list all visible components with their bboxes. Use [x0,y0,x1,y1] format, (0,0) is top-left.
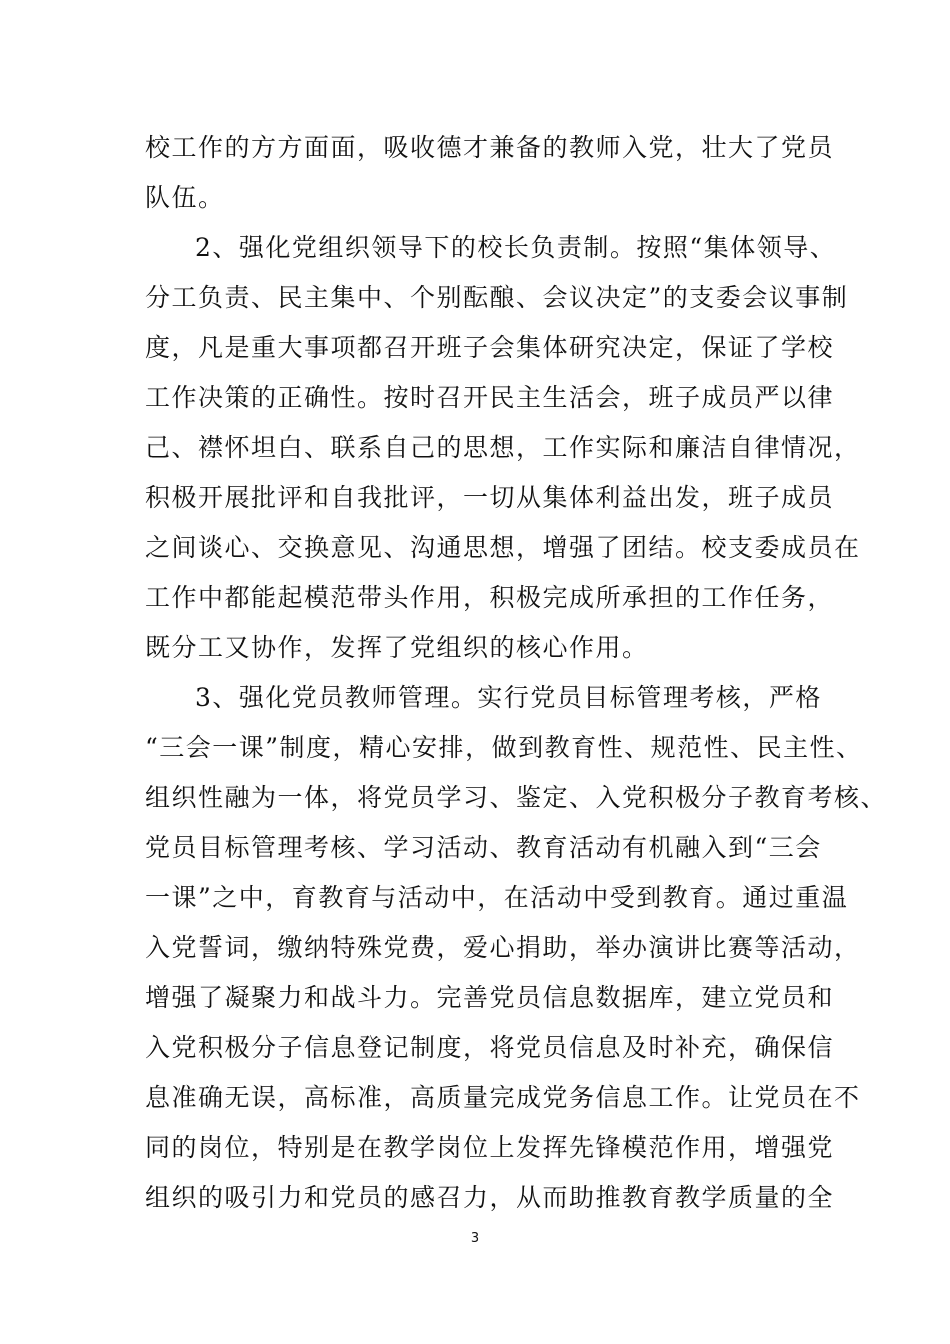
page-number: 3 [470,1231,480,1246]
text-line: “三会一课”制度，精心安排，做到教育性、规范性、民主性、 [145,733,863,762]
paragraph-start-line: 3、强化党员教师管理。实行党员目标管理考核，严格 [195,683,822,712]
text-line: 组织性融为一体，将党员学习、鉴定、入党积极分子教育考核、 [145,783,888,812]
text-line: 之间谈心、交换意见、沟通思想，增强了团结。校支委成员在 [145,533,861,562]
text-line: 度，凡是重大事项都召开班子会集体研究决定，保证了学校 [145,333,835,362]
text-line: 工作中都能起模范带头作用，积极完成所承担的工作任务， [145,583,835,612]
text-line: 工作决策的正确性。按时召开民主生活会，班子成员严以律 [145,383,835,412]
text-line: 校工作的方方面面，吸收德才兼备的教师入党，壮大了党员 [145,133,835,162]
text-line: 队伍。 [145,183,225,212]
text-line: 分工负责、民主集中、个别酝酿、会议决定”的支委会议事制 [145,283,849,312]
paragraph-start-line: 2、强化党组织领导下的校长负责制。按照“集体领导、 [195,233,837,262]
text-line: 增强了凝聚力和战斗力。完善党员信息数据库，建立党员和 [145,983,835,1012]
text-line: 组织的吸引力和党员的感召力，从而助推教育教学质量的全 [145,1183,835,1212]
text-line: 同的岗位，特别是在教学岗位上发挥先锋模范作用，增强党 [145,1133,835,1162]
text-line: 己、襟怀坦白、联系自己的思想，工作实际和廉洁自律情况， [145,433,861,462]
text-line: 党员目标管理考核、学习活动、教育活动有机融入到“三会 [145,833,822,862]
text-line: 入党积极分子信息登记制度，将党员信息及时补充，确保信 [145,1033,835,1062]
text-line: 积极开展批评和自我批评，一切从集体利益出发，班子成员 [145,483,835,512]
text-line: 一课”之中，育教育与活动中，在活动中受到教育。通过重温 [145,883,849,912]
text-line: 既分工又协作，发挥了党组织的核心作用。 [145,633,649,662]
text-line: 息准确无误，高标准，高质量完成党务信息工作。让党员在不 [145,1083,861,1112]
text-line: 入党誓词，缴纳特殊党费，爱心捐助，举办演讲比赛等活动， [145,933,861,962]
